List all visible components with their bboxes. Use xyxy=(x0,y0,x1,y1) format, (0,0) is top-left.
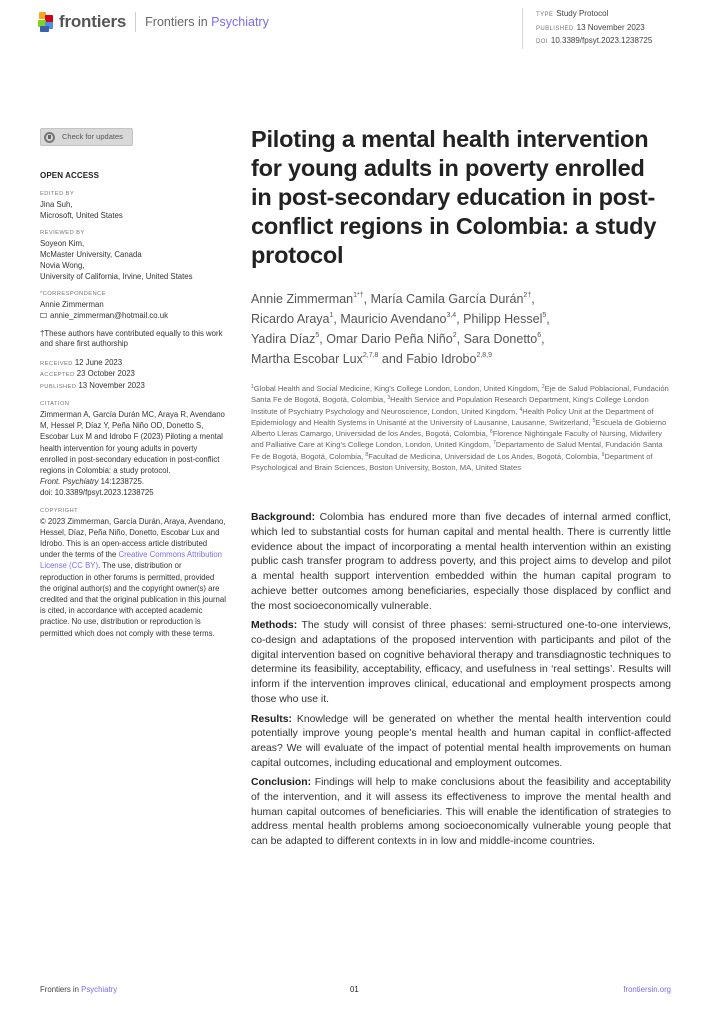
equal-contribution-note: †These authors have contributed equally to this work and share first authorship xyxy=(40,328,223,348)
page-number: 01 xyxy=(350,985,359,994)
affiliation-number: 4 xyxy=(519,406,523,413)
abstract-heading: Conclusion: xyxy=(251,777,312,789)
article-title: Piloting a mental health intervention for young adults in poverty enrolled in post-secondary education in post-conflict regions in Colombia: a study protocol xyxy=(251,126,657,268)
article-main xyxy=(251,125,671,855)
edited-by-label: EDITED BY xyxy=(40,190,75,197)
author-separator: , xyxy=(541,332,545,346)
journal-prefix: Frontiers in xyxy=(145,15,208,29)
meta-label: TYPE xyxy=(536,12,554,18)
author-separator: , xyxy=(531,292,535,306)
editors xyxy=(40,199,226,221)
correspondence-name: Annie Zimmerman xyxy=(40,299,104,309)
affiliation-text: Eje de Salud Poblacional, Fundación Santa Fe de Bogotá, Bogotá, Colombia, xyxy=(251,384,669,405)
citation-volume: 14:1238725. xyxy=(98,477,145,487)
check-for-updates-button[interactable] xyxy=(40,128,133,146)
citation-text: Zimmerman A, García Durán MC, Araya R, Avendano M, Hessel P, Díaz Y, Peña Niño OD, Donetto S, Escobar Lux M and Idrobo F (2023) Piloting a mental health intervention for young adults in poverty enrolled in post-secondary education in post-conflict regions in Colombia: a study protocol. xyxy=(40,410,225,476)
frontiers-logo-text[interactable]: frontiers xyxy=(59,12,127,31)
abstract-text: Colombia has endured more than five decades of internal armed conflict, which led to substantial costs for human capital and mental health. There is currently little evidence about the impact of incorporating a mental health intervention within an existing public cash transfer program to address poverty, and this project aims to develop and pilot a mental health support intervention embedded within the human capital program to achieve better outcomes among beneficiaries, especially those displaced by conflict and the most socioeconomically vulnerable. xyxy=(251,512,671,612)
author-affiliation-marker: 2,8,9 xyxy=(476,352,493,359)
abstract-text: Findings will help to make conclusions about the feasibility and acceptability of the intervention, and it will assess its effectiveness to improve the mental health and human capital outcomes of beneficiaries. This will enable the identification of strategies to address mental health problems among socioeconomically vulnerable young people that can be adapted to different contexts in in low and middle-income countries. xyxy=(251,777,671,848)
author-name[interactable]: Annie Zimmerman xyxy=(251,292,354,306)
affiliation-text: Health Policy Unit at the Department of Epidemiology and Health Systems in Unisanté at the University of Lausanne, Lausanne, Switzerland, xyxy=(251,406,654,427)
copyright-text-cont: . The use, distribution or reproduction in other forums is permitted, provided the original author(s) and the copyright owner(s) are credited and that the original publication in this journal is cited, in accordance with accepted academic practice. No use, distribution or reproduction is permitted which does not comply with these terms. xyxy=(40,561,226,638)
affiliation-number: 1 xyxy=(251,384,254,390)
article-meta xyxy=(522,8,652,49)
abstract-methods xyxy=(251,619,671,707)
reviewers xyxy=(40,238,226,282)
reviewer-affiliation: University of California, Irvine, United States xyxy=(40,271,193,281)
citation-journal: Front. Psychiatry xyxy=(40,477,99,487)
date-value: 13 November 2023 xyxy=(78,380,145,390)
meta-label: PUBLISHED xyxy=(536,25,574,32)
correspondence-label: *CORRESPONDENCE xyxy=(40,290,106,297)
reviewer-affiliation: McMaster University, Canada xyxy=(40,249,142,259)
abstract-heading: Methods: xyxy=(251,620,298,632)
author-separator: , xyxy=(363,292,371,306)
footer-site-link[interactable]: frontiersin.org xyxy=(623,985,671,994)
author-separator: , xyxy=(319,332,327,346)
affiliation-text: Facultad de Medicina, Universidad de Los Andes, Bogotá, Colombia, xyxy=(368,451,602,461)
author-name[interactable]: Mauricio Avendano xyxy=(340,312,447,326)
date-accepted xyxy=(40,369,226,381)
date-label: RECEIVED xyxy=(40,360,73,367)
author-separator: , xyxy=(456,312,464,326)
author-list xyxy=(251,289,671,369)
author-affiliation-marker: 2† xyxy=(523,292,532,299)
affiliation-number: 3 xyxy=(387,395,391,402)
citation xyxy=(40,409,226,499)
header-divider xyxy=(135,12,136,32)
abstract-text: The study will consist of three phases: semi-structured one-to-one interviews, co-design and adaptations of the proposed intervention with participants and pilot of the digital intervention based on cognitive behavioral therapy and transdiagnostic techniques to determine its feasibility, acceptability, efficacy, and usefulness in ‘real settings’. Results will inform if the intervention improves clinical, educational and employment prospects among those who use it. xyxy=(251,620,671,705)
affiliation-text: Escuela de Gobierno Alberto Lleras Camargo, Universidad de los Andes, Bogotá, Colombia, xyxy=(251,417,667,439)
journal-name[interactable] xyxy=(145,15,269,29)
abstract-background xyxy=(251,511,671,614)
author-affiliation-marker: 1*† xyxy=(353,292,364,299)
crossmark-icon xyxy=(44,132,55,143)
date-published xyxy=(40,381,226,393)
affiliation-number: 2 xyxy=(541,384,545,390)
citation-doi[interactable]: doi: 10.3389/fpsyt.2023.1238725 xyxy=(40,488,154,498)
abstract-results xyxy=(251,713,671,772)
author-name[interactable]: Fabio Idrobo xyxy=(406,352,477,366)
sidebar xyxy=(40,128,226,639)
affiliation-number: 5 xyxy=(592,417,596,424)
author-affiliation-marker: 6 xyxy=(537,332,542,339)
editor-affiliation: Microsoft, United States xyxy=(40,210,123,220)
reviewer-name: Novia Wong, xyxy=(40,260,85,270)
author-affiliation-marker: 5 xyxy=(542,312,547,319)
author-separator: , xyxy=(456,332,464,346)
author-name[interactable]: María Camila García Durán xyxy=(370,292,524,306)
author-affiliation-marker: 1 xyxy=(329,312,334,319)
author-name[interactable]: Ricardo Araya xyxy=(251,312,330,326)
copyright-text: © 2023 Zimmerman, García Durán, Araya, Avendano, Hessel, Díaz, Peña Niño, Donetto, Escobar Lux and Idrobo. This is an open-access article distributed under the terms of the xyxy=(40,516,226,560)
reviewer-name: Soyeon Kim, xyxy=(40,238,85,248)
affiliation-text: Global Health and Social Medicine, King's College London, London, United Kingdom, xyxy=(253,384,542,393)
abstract-heading: Background: xyxy=(251,512,316,524)
author-affiliation-marker: 3,4 xyxy=(446,312,457,319)
abstract-conclusion xyxy=(251,776,671,850)
footer-journal-prefix: Frontiers in xyxy=(40,985,79,994)
author-name[interactable]: Sara Donetto xyxy=(463,332,538,346)
affiliation-number: 9 xyxy=(601,451,605,458)
header-logo-bar xyxy=(38,12,269,32)
frontiers-logo-icon[interactable] xyxy=(38,12,54,32)
meta-label: DOI xyxy=(536,39,548,45)
date-received xyxy=(40,358,226,370)
correspondence-email-row xyxy=(40,310,226,321)
page-footer xyxy=(40,985,671,994)
affiliation-text: Health Service and Population Research Department, King's College London Institute of Psychiatry Psychology and Neuroscience, London, United Kingdom, xyxy=(251,395,649,416)
author-name[interactable]: Omar Dario Peña Niño xyxy=(326,332,453,346)
meta-published xyxy=(536,22,652,36)
copyright xyxy=(40,516,226,639)
footer-journal-name: Psychiatry xyxy=(81,985,118,994)
affiliation-number: 8 xyxy=(365,451,369,458)
author-name[interactable]: Martha Escobar Lux xyxy=(251,352,363,366)
abstract-text: Knowledge will be generated on whether the mental health intervention could potentially improve young people’s mental health and human capital in conflict-affected areas? We will evaluate of the impact of potential mental health improvements on human capital outcomes, including educational and employment outcomes. xyxy=(251,713,671,769)
correspondence-email-link[interactable]: annie_zimmerman@hotmail.co.uk xyxy=(50,310,168,320)
meta-value: 13 November 2023 xyxy=(576,22,645,32)
affiliation-number: 7 xyxy=(493,440,496,447)
author-name[interactable]: Yadira Díaz xyxy=(251,332,316,346)
article-dates xyxy=(40,358,226,393)
journal-title: Psychiatry xyxy=(211,15,269,29)
author-separator: , xyxy=(333,312,341,326)
citation-label: CITATION xyxy=(40,401,70,407)
date-value: 23 October 2023 xyxy=(76,369,135,378)
meta-value: Study Protocol xyxy=(556,9,609,18)
cc-by-license-link[interactable]: Creative Commons Attribution License (CC BY) xyxy=(40,550,223,571)
author-affiliation-marker: 2,7,8 xyxy=(362,352,379,359)
affiliation-text: Department of Psychological and Brain Sciences, Boston University, Boston, MA, United States xyxy=(251,451,653,473)
check-updates-label: Check for updates xyxy=(62,131,123,141)
footer-journal[interactable] xyxy=(40,985,117,994)
abstract xyxy=(251,511,671,849)
date-label: PUBLISHED xyxy=(40,383,77,390)
author-affiliation-marker: 5 xyxy=(315,332,320,339)
mail-icon xyxy=(40,313,47,318)
author-separator: and xyxy=(378,352,407,366)
date-label: ACCEPTED xyxy=(40,372,75,378)
copyright-label: COPYRIGHT xyxy=(40,507,79,514)
correspondence xyxy=(40,299,226,321)
affiliation-number: 6 xyxy=(489,429,493,436)
author-name[interactable]: Philipp Hessel xyxy=(463,312,543,326)
open-access-label: OPEN ACCESS xyxy=(40,171,100,180)
reviewed-by-label: REVIEWED BY xyxy=(40,229,85,236)
date-value: 12 June 2023 xyxy=(74,357,123,367)
author-affiliation-marker: 2 xyxy=(452,332,457,339)
affiliation-text: Departamento de Salud Mental, Fundación Santa Fe de Bogotá, Bogotá, Colombia, xyxy=(251,440,663,461)
affiliation-text: Florence Nightingale Faculty of Nursing, Midwifery and Palliative Care at King's College London, London, United Kingdom, xyxy=(251,429,662,450)
abstract-heading: Results: xyxy=(251,713,292,725)
meta-doi xyxy=(536,35,652,49)
editor-name: Jina Suh, xyxy=(40,199,73,209)
author-separator: , xyxy=(546,312,550,326)
meta-type xyxy=(536,8,652,22)
doi-link[interactable]: 10.3389/fpsyt.2023.1238725 xyxy=(550,36,653,45)
affiliations xyxy=(251,383,671,473)
